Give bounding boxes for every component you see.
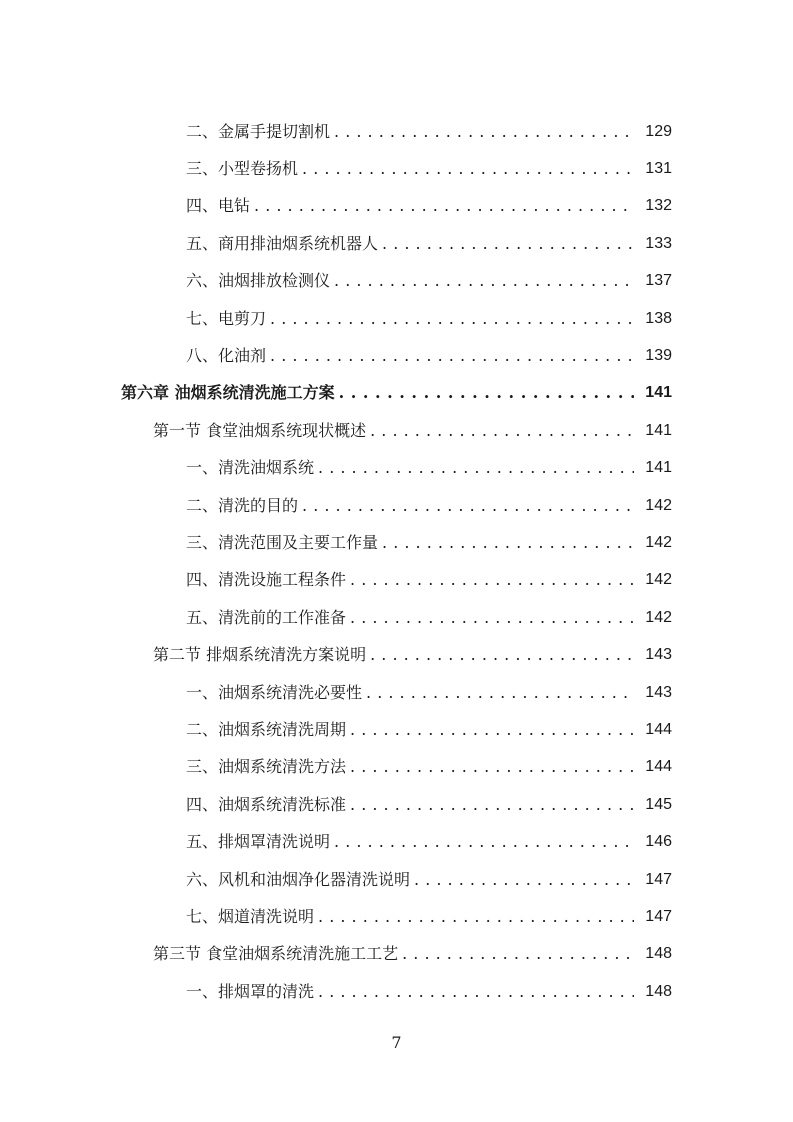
toc-entry-title: 第二节 排烟系统清洗方案说明 — [153, 645, 367, 665]
toc-dot-leader — [350, 720, 634, 740]
toc-subsection-entry[interactable] — [0, 263, 793, 300]
toc-subsection-entry[interactable] — [0, 225, 793, 262]
toc-page-number: 138 — [645, 309, 672, 327]
toc-subsection-entry[interactable] — [0, 749, 793, 786]
toc-dot-leader — [302, 159, 634, 179]
toc-subsection-entry[interactable] — [0, 113, 793, 150]
toc-entry-title: 第六章 油烟系统清洗施工方案 — [121, 383, 335, 403]
toc-entry-title: 五、清洗前的工作准备 — [186, 607, 347, 627]
toc-page-number: 146 — [645, 833, 672, 851]
toc-section-entry[interactable] — [0, 636, 793, 673]
toc-subsection-entry[interactable] — [0, 524, 793, 561]
toc-page-number: 139 — [645, 347, 672, 365]
toc-dot-leader — [350, 570, 634, 590]
toc-subsection-entry[interactable] — [0, 898, 793, 935]
toc-entry-title: 第一节 食堂油烟系统现状概述 — [153, 420, 367, 440]
toc-page-number: 143 — [645, 646, 672, 664]
toc-entry-title: 八、化油剂 — [186, 346, 267, 366]
toc-entry-title: 六、风机和油烟净化器清洗说明 — [186, 869, 411, 889]
toc-subsection-entry[interactable] — [0, 562, 793, 599]
toc-entry-title: 二、清洗的目的 — [186, 495, 299, 515]
toc-subsection-entry[interactable] — [0, 711, 793, 748]
toc-subsection-entry[interactable] — [0, 188, 793, 225]
toc-entry-title: 三、清洗范围及主要工作量 — [186, 532, 379, 552]
toc-dot-leader — [350, 757, 634, 777]
toc-entry-title: 四、电钻 — [186, 196, 251, 216]
toc-dot-leader — [370, 645, 634, 665]
toc-entry-title: 三、小型卷扬机 — [186, 159, 299, 179]
toc-page-number: 137 — [645, 272, 672, 290]
toc-page-number: 131 — [645, 160, 672, 178]
toc-page-number: 141 — [645, 384, 672, 402]
toc-dot-leader — [270, 346, 634, 366]
toc-dot-leader — [334, 271, 634, 291]
toc-page-number: 142 — [645, 533, 672, 551]
toc-subsection-entry[interactable] — [0, 973, 793, 1010]
toc-page-number: 141 — [645, 459, 672, 477]
toc-dot-leader — [339, 383, 634, 403]
toc-subsection-entry[interactable] — [0, 337, 793, 374]
toc-subsection-entry[interactable] — [0, 823, 793, 860]
toc-dot-leader — [350, 608, 634, 628]
toc-entry-title: 二、油烟系统清洗周期 — [186, 719, 347, 739]
toc-dot-leader — [270, 309, 634, 329]
toc-dot-leader — [302, 496, 634, 516]
toc-dot-leader — [402, 944, 634, 964]
toc-entry-title: 五、商用排油烟系统机器人 — [186, 233, 379, 253]
toc-page-number: 142 — [645, 608, 672, 626]
toc-subsection-entry[interactable] — [0, 487, 793, 524]
toc-dot-leader — [318, 458, 634, 478]
toc-page-number: 142 — [645, 496, 672, 514]
toc-entry-title: 五、排烟罩清洗说明 — [186, 832, 331, 852]
toc-entry-title: 第三节 食堂油烟系统清洗施工工艺 — [153, 944, 399, 964]
toc-page-number: 144 — [645, 758, 672, 776]
toc-dot-leader — [254, 196, 634, 216]
toc-subsection-entry[interactable] — [0, 674, 793, 711]
toc-subsection-entry[interactable] — [0, 300, 793, 337]
toc-page-number: 141 — [645, 421, 672, 439]
toc-dot-leader — [414, 870, 634, 890]
toc-section-entry[interactable] — [0, 412, 793, 449]
toc-page-number: 129 — [645, 122, 672, 140]
toc-page-number: 143 — [645, 683, 672, 701]
toc-page-number: 132 — [645, 197, 672, 215]
toc-subsection-entry[interactable] — [0, 599, 793, 636]
toc-entry-title: 七、电剪刀 — [186, 308, 267, 328]
toc-entry-title: 一、排烟罩的清洗 — [186, 981, 315, 1001]
toc-page-number: 145 — [645, 795, 672, 813]
toc-section-entry[interactable] — [0, 936, 793, 973]
toc-dot-leader — [318, 907, 634, 927]
toc-dot-leader — [370, 421, 634, 441]
toc-entry-title: 一、清洗油烟系统 — [186, 458, 315, 478]
toc-page-number: 148 — [645, 982, 672, 1000]
toc-entry-title: 四、清洗设施工程条件 — [186, 570, 347, 590]
toc-page-number: 147 — [645, 870, 672, 888]
toc-subsection-entry[interactable] — [0, 150, 793, 187]
toc-entry-title: 二、金属手提切割机 — [186, 121, 331, 141]
toc-entry-title: 四、油烟系统清洗标准 — [186, 794, 347, 814]
toc-entry-title: 一、油烟系统清洗必要性 — [186, 682, 363, 702]
toc-page-number: 148 — [645, 945, 672, 963]
toc-page-number: 147 — [645, 907, 672, 925]
toc-entry-title: 三、油烟系统清洗方法 — [186, 757, 347, 777]
toc-dot-leader — [366, 683, 634, 703]
toc-dot-leader — [382, 234, 634, 254]
toc-page-number: 144 — [645, 720, 672, 738]
page-number: 7 — [391, 1033, 402, 1052]
toc-dot-leader — [318, 982, 634, 1002]
toc-dot-leader — [334, 122, 634, 142]
toc-page-number: 142 — [645, 571, 672, 589]
toc-chapter-entry[interactable] — [0, 375, 793, 412]
toc-subsection-entry[interactable] — [0, 450, 793, 487]
toc-entry-title: 六、油烟排放检测仪 — [186, 271, 331, 291]
toc-dot-leader — [334, 832, 634, 852]
toc-dot-leader — [350, 795, 634, 815]
toc-entry-title: 七、烟道清洗说明 — [186, 906, 315, 926]
toc-page-number: 133 — [645, 234, 672, 252]
table-of-contents — [0, 113, 793, 1010]
toc-subsection-entry[interactable] — [0, 786, 793, 823]
toc-subsection-entry[interactable] — [0, 861, 793, 898]
toc-dot-leader — [382, 533, 634, 553]
